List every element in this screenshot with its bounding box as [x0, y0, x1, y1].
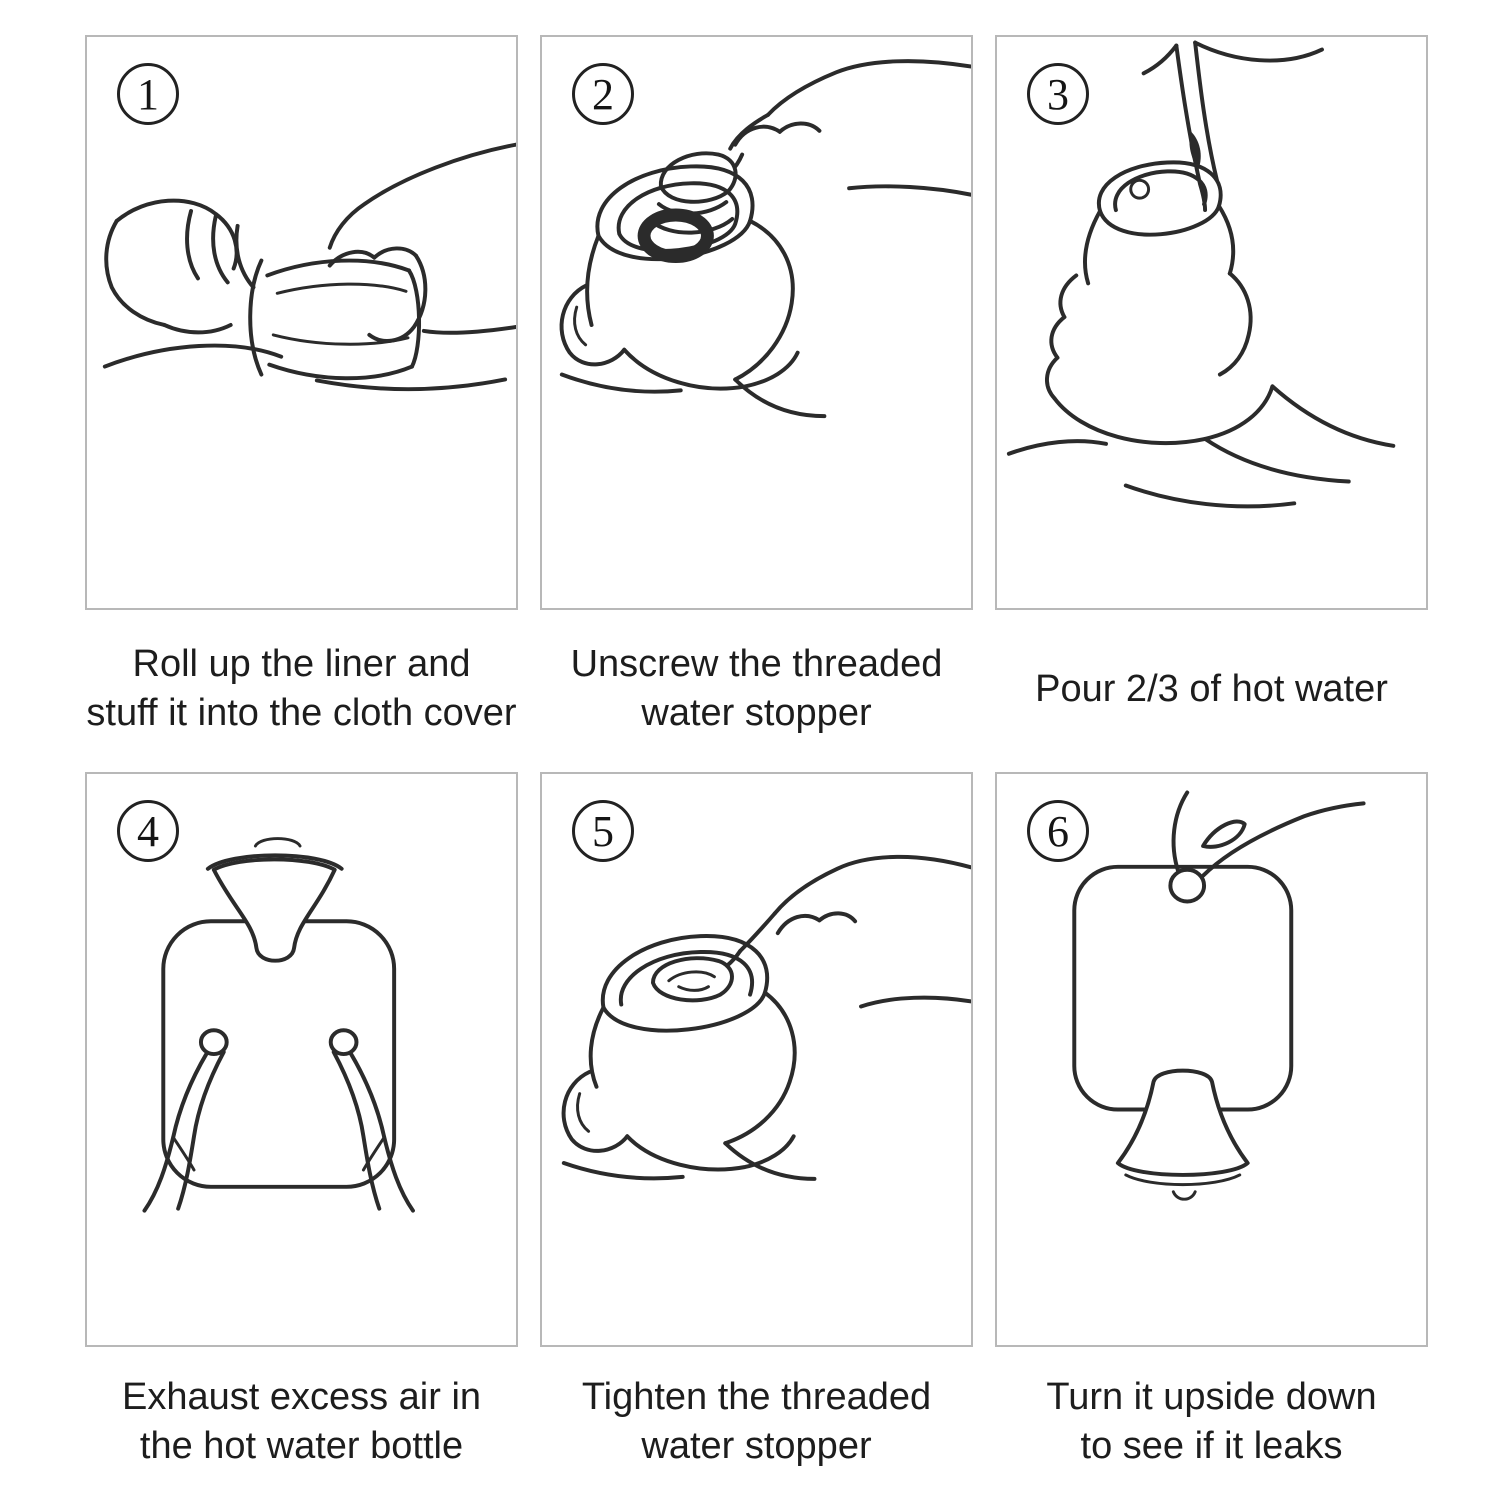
step-2-caption — [520, 635, 993, 743]
step-4-caption-line-1: Exhaust excess air in — [121, 1376, 482, 1418]
step-2-caption-line-1: Unscrew the threaded — [570, 643, 943, 685]
step-6-caption-line-1: Turn it upside down — [1046, 1376, 1377, 1418]
step-5-caption-line-1: Tighten the threaded — [581, 1376, 932, 1418]
step-2-caption-line-2: water stopper — [641, 692, 872, 734]
step-5-caption-line-2: water stopper — [641, 1425, 872, 1467]
step-3-panel — [995, 35, 1428, 610]
step-5-caption — [520, 1368, 993, 1476]
step-1-number-badge: 1 — [117, 63, 179, 125]
step-5-number-badge: 5 — [572, 800, 634, 862]
step-1-caption-line-1: Roll up the liner and — [132, 643, 471, 685]
step-3-number-badge: 3 — [1027, 63, 1089, 125]
step-6-caption-line-2: to see if it leaks — [1080, 1425, 1343, 1467]
step-3-caption-line-1: Pour 2/3 of hot water — [1035, 667, 1388, 710]
step-4-panel — [85, 772, 518, 1347]
step-6-panel — [995, 772, 1428, 1347]
step-1-caption-line-2: stuff it into the cloth cover — [86, 692, 517, 734]
step-4-caption-line-2: the hot water bottle — [139, 1425, 464, 1467]
step-4-caption — [65, 1368, 538, 1476]
step-4-number-badge: 4 — [117, 800, 179, 862]
step-1-caption — [65, 635, 538, 743]
step-6-number-badge: 6 — [1027, 800, 1089, 862]
step-1-panel — [85, 35, 518, 610]
step-5-panel — [540, 772, 973, 1347]
step-3-caption — [975, 635, 1448, 743]
step-2-number-badge: 2 — [572, 63, 634, 125]
step-2-panel — [540, 35, 973, 610]
step-6-caption — [975, 1368, 1448, 1476]
